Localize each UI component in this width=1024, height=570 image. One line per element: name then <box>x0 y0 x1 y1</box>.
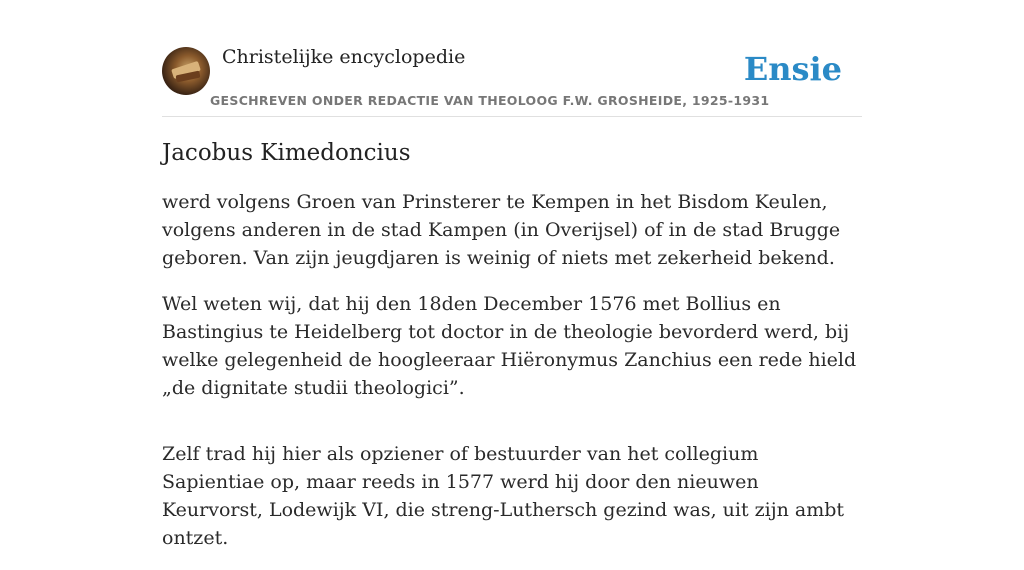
article-paragraph: Zelf trad hij hier als opziener of bestuurder van het collegium Sapientiae op, maar reeds in 1577 werd hij door den nieuwen Keurvorst, Lodewijk VI, die streng-Luthersch gezind was, uit zijn ambt ontzet. <box>162 443 845 549</box>
article-title: Jacobus Kimedoncius <box>162 140 411 166</box>
site-subtitle: GESCHREVEN ONDER REDACTIE VAN THEOLOOG F.W. GROSHEIDE, 1925-1931 <box>210 93 770 108</box>
site-title[interactable]: Christelijke encyclopedie <box>222 46 466 68</box>
site-header <box>162 44 862 117</box>
article-paragraph: Wel weten wij, dat hij den 18den December 1576 met Bollius en Bastingius te Heidelberg tot doctor in de theologie bevorderd werd, bij welke gelegenheid de hoogleeraar Hiëronymus Zanchius een rede hield „de dignitate studii theologici”. <box>162 293 857 399</box>
article <box>162 140 862 570</box>
encyclopedia-avatar[interactable] <box>162 47 210 95</box>
article-paragraph: werd volgens Groen van Prinsterer te Kempen in het Bisdom Keulen, volgens anderen in de stad Kampen (in Overijsel) of in de stad Brugge geboren. Van zijn jeugdjaren is weinig of niets met zekerheid bekend. <box>162 191 841 269</box>
ensie-logo[interactable]: Ensie <box>743 50 842 88</box>
